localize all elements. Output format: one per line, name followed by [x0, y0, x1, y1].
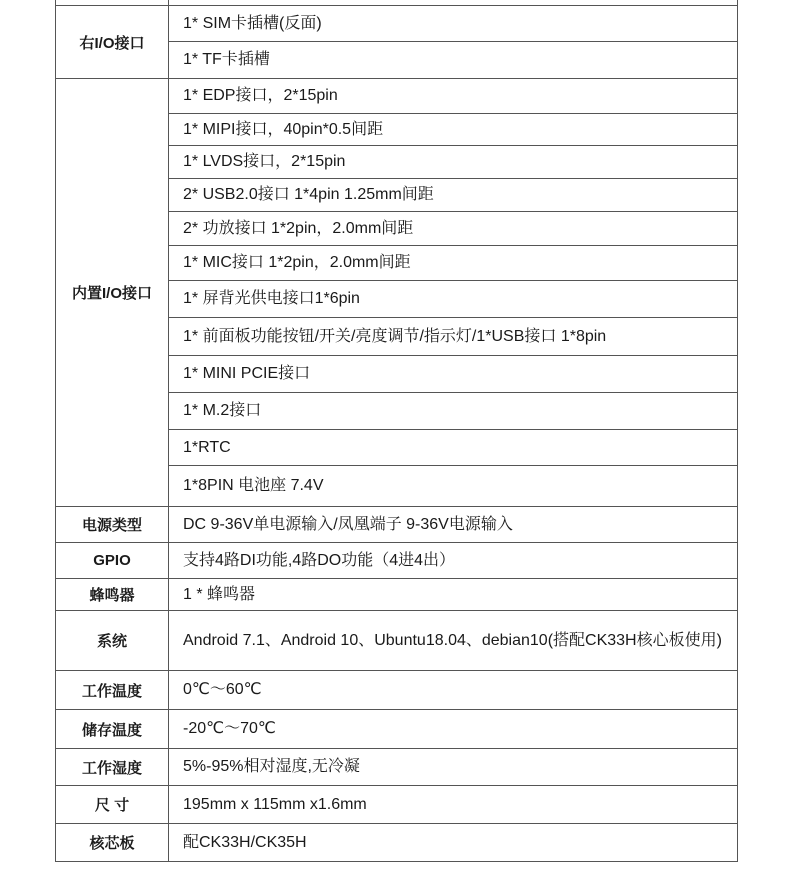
table-row [56, 79, 738, 114]
spec-value: 0℃～60℃ [169, 671, 738, 710]
spec-label: 右I/O接口 [56, 6, 169, 79]
table-row [56, 824, 738, 862]
spec-value: 1 * 蜂鸣器 [169, 579, 738, 611]
spec-value: 1* SIM卡插槽(反面) [169, 6, 738, 42]
spec-value: 1* LVDS接口，2*15pin [169, 146, 738, 179]
table-row [56, 710, 738, 749]
spec-value: 5%-95%相对湿度,无冷凝 [169, 749, 738, 786]
spec-value: 1* 前面板功能按钮/开关/亮度调节/指示灯/1*USB接口 1*8pin [169, 318, 738, 356]
spec-label: 电源类型 [56, 507, 169, 543]
table-row [56, 749, 738, 786]
table-row [56, 671, 738, 710]
spec-label: GPIO [56, 543, 169, 579]
spec-table [55, 0, 738, 862]
table-row [56, 507, 738, 543]
spec-label: 工作温度 [56, 671, 169, 710]
spec-label: 系统 [56, 611, 169, 671]
spec-value: 2* 功放接口 1*2pin，2.0mm间距 [169, 212, 738, 246]
spec-value: 1*RTC [169, 430, 738, 466]
spec-label: 内置I/O接口 [56, 79, 169, 507]
table-row [56, 6, 738, 42]
table-row [56, 543, 738, 579]
table-row [56, 611, 738, 671]
spec-value: 1* MIPI接口，40pin*0.5间距 [169, 114, 738, 146]
spec-value: 1* EDP接口，2*15pin [169, 79, 738, 114]
spec-value: 1* MIC接口 1*2pin，2.0mm间距 [169, 246, 738, 281]
spec-value: DC 9-36V单电源输入/凤凰端子 9-36V电源输入 [169, 507, 738, 543]
table-row [56, 579, 738, 611]
spec-label: 蜂鸣器 [56, 579, 169, 611]
spec-label: 核芯板 [56, 824, 169, 862]
spec-value: Android 7.1、Android 10、Ubuntu18.04、debian10(搭配CK33H核心板使用) [169, 611, 738, 671]
spec-label: 工作湿度 [56, 749, 169, 786]
spec-value: 1*8PIN 电池座 7.4V [169, 466, 738, 507]
spec-value: 2* USB2.0接口 1*4pin 1.25mm间距 [169, 179, 738, 212]
spec-value: 1* M.2接口 [169, 393, 738, 430]
spec-value: 195mm x 115mm x1.6mm [169, 786, 738, 824]
spec-value: 1* 屏背光供电接口1*6pin [169, 281, 738, 318]
spec-value: 1* MINI PCIE接口 [169, 356, 738, 393]
spec-value: 配CK33H/CK35H [169, 824, 738, 862]
spec-label: 尺 寸 [56, 786, 169, 824]
spec-label: 储存温度 [56, 710, 169, 749]
table-row [56, 786, 738, 824]
spec-value: 1* TF卡插槽 [169, 42, 738, 79]
spec-value: -20℃～70℃ [169, 710, 738, 749]
spec-value: 支持4路DI功能,4路DO功能（4进4出） [169, 543, 738, 579]
